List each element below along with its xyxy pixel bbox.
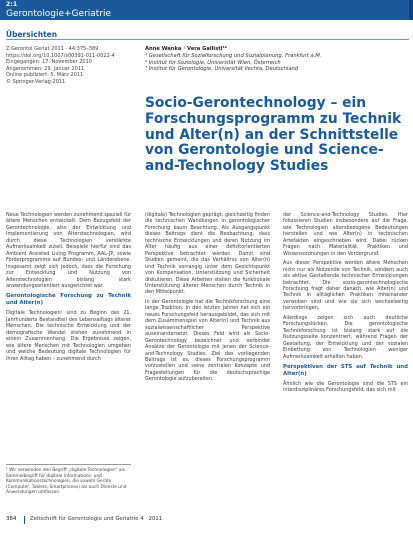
paragraph: Digitale Technologien¹ sind zu Beginn des 21. Jahrhunderts Bestandteil des Lebensalltags älterer Menschen. Die technische Entwicklung und der demografische Wandel stehen zunehmend in einem Zusammenhang. Die Ergebnisse zeigen, wie ältere Menschen mit Technologien umgehen und welche Bedeutung digitale Technologien für ihren Alltag haben – zunehmend durch xyxy=(6,310,131,362)
affiliation: ¹ Gesellschaft für Sozialforschung und Sozialplanung, Frankfurt a.M. xyxy=(145,52,322,59)
published-date: Online publiziert: 5. März 2011 xyxy=(6,72,84,79)
article-meta xyxy=(6,46,141,86)
article-title: Socio-Gerontechnology – ein Forschungsprogramm zu Technik und Alter(n) an der Schnittstelle von Gerontologie und Science-and-Technology Studies xyxy=(145,95,402,175)
journal-reference: Zeitschrift für Gerontologie und Geriatrie 4 · 2011 xyxy=(30,516,163,522)
paragraph: In der Gerontologie hat die Technikforschung eine lange Tradition. In den letzten Jahren hat sich ein neues Forschungsfeld herausgebildet, das sich mit dem Zusammenspiel von Alter(n) und Technik aus sozialwissenschaftlicher Perspektive auseinandersetzt. Dieses Feld wird als Socio-Gerontechnology bezeichnet und verbindet Ansätze der Gerontologie mit jenen der Science-and-Technology Studies. Ziel des vorliegenden Beitrags ist es, dieses Forschungsprogramm vorzustellen und seine zentralen Konzepte und Fragestellungen für die deutschsprachige Gerontologie aufzubereiten. xyxy=(145,298,270,383)
received-date: Eingegangen: 17. November 2010 xyxy=(6,59,92,66)
footer-separator xyxy=(24,516,25,524)
paragraph: Ähnlich wie die Gerontologie sind die STS ein interdisziplinäres Forschungsfeld, das sich mit xyxy=(283,380,408,394)
affiliation: ³ Institut für Gerontologie, Universität Vechta, Deutschland xyxy=(145,66,299,73)
section-heading: Perspektiven der STS auf Technik und Alter(n) xyxy=(283,363,408,377)
footnote: ¹ Wir verwenden den Begriff „digitale Technologien“ als Sammelbegriff für digitale Informations- und Kommunikationstechnologien, die sowohl Geräte (Computer, Tablets, Smartphones) als auch Dienste und Anwendungen umfassen. xyxy=(6,464,131,496)
publisher-mark xyxy=(409,0,413,20)
text-column-right xyxy=(283,212,408,397)
affiliation: ² Institut für Soziologie, Universität Wien, Österreich xyxy=(145,59,281,66)
journal-issue: 2:1 xyxy=(6,1,18,8)
accepted-date: Angenommen: 29. Januar 2011 xyxy=(6,65,85,72)
author-block xyxy=(145,46,405,73)
page-number: 384 xyxy=(6,516,17,522)
article-type: Übersichten xyxy=(6,30,58,39)
author-names: Anne Wanka · Vera Gallistl¹² xyxy=(145,46,228,52)
text-column-left xyxy=(6,212,131,365)
paragraph: Aus dieser Perspektive werden ältere Menschen nicht nur als Nutzende von Technik, sondern auch als aktive Gestaltende technischer Entwicklungen betrachtet. Die sozio-gerontechnologische Forschung fragt daher danach, wie Alter(n) und Technik in alltäglichen Praktiken miteinander verwoben sind und wie sie sich wechselseitig hervorbringen. xyxy=(283,260,408,312)
page-footer xyxy=(0,515,413,550)
journal-header-bar xyxy=(0,0,413,20)
paragraph: (digitale) Technologien geprägt, gleichzeitig finden die technischen Wandlungen in gerontologischer Forschung kaum Beachtung. Als Ausgangspunkt dieses Beitrags dient die Beobachtung, dass technische Entwicklungen und deren Nutzung im Alter häufig aus einer defizitorientierten Perspektive betrachtet werden. Damit sind Studien gemeint, die das Verhältnis von Alter(n) und Technik vorrangig unter dem Gesichtspunkt von Kompensation, Unterstützung und Sicherheit diskutieren. Diese Arbeiten stellen die funktionale Unterstützung älterer Menschen durch Technik in den Mittelpunkt. xyxy=(145,212,270,296)
citation: Z Gerontol Geriat 2011 · 44:375–389 xyxy=(6,46,99,52)
paragraph: Neue Technologien werden zunehmend speziell für ältere Menschen entwickelt. Dem Bezugsfeld der Gerontechnologie, also der Entwicklung und Implementierung von Alterstechnologien, wird durch diese Technologien verstärkte Aufmerksamkeit zuteil. Beispiele hierfür sind das Ambient Assisted Living Programm, AAL-JP, sowie Förderprogramme auf Bundes- und Länderebene. Insgesamt zeigt sich jedoch, dass die Forschung zur Entwicklung und Nutzung von Alterstechnologien bislang stark anwendungsorientiert ausgerichtet war. xyxy=(6,212,131,289)
paragraph: der Science-and-Technology Studies. Hier fokussieren Studien insbesondere auf die Frage, wie Technologien altersbezogene Bedeutungen herstellen und wie Alter(n) in technischen Artefakten eingeschrieben wird. Dabei rücken Fragen nach Materialität, Praktiken und Wissensordnungen in den Vordergrund. xyxy=(283,212,408,257)
section-heading: Gerontologische Forschung zu Technik und Alter(n) xyxy=(6,293,131,307)
journal-section-title: Gerontologie+Geriatrie xyxy=(6,9,112,19)
paragraph: Allerdings zeigen sich auch deutliche Forschungslücken. Die gerontologische Technikforschung ist bislang stark auf die Nutzungsseite konzentriert, während Fragen der Gestaltung, der Entwicklung und der sozialen Einbettung von Technologien weniger Aufmerksamkeit erhalten haben. xyxy=(283,314,408,360)
copyright: © Springer-Verlag 2011 xyxy=(6,78,66,85)
text-column-middle xyxy=(145,212,270,386)
divider xyxy=(6,39,409,40)
doi-link[interactable]: https://doi.org/10.1007/s00391-011-0022-4 xyxy=(6,52,115,59)
